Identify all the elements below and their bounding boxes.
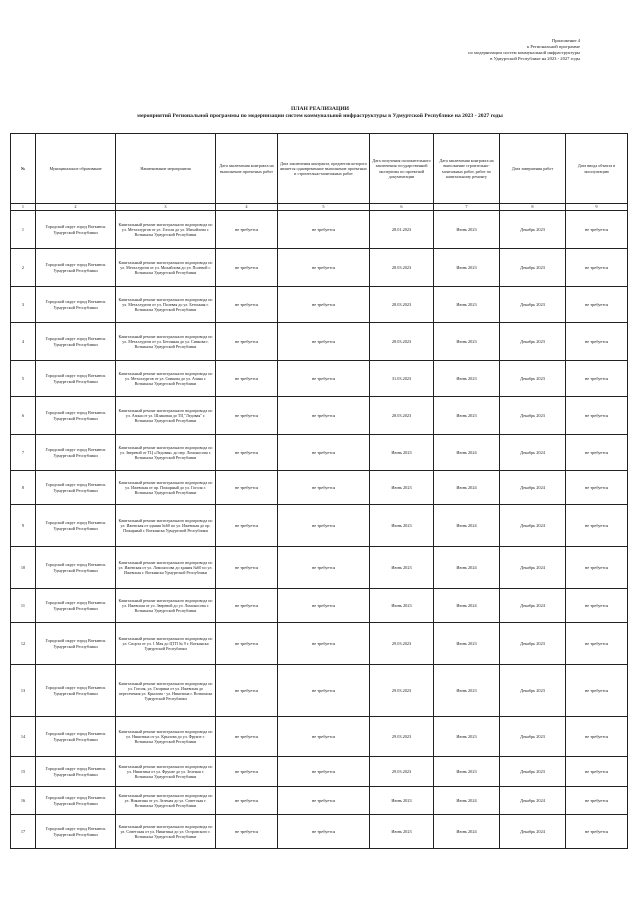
combined-contract-cell: не требуется: [278, 323, 370, 361]
row-number: 16: [11, 787, 36, 815]
combined-contract-cell: не требуется: [278, 287, 370, 323]
design-contract-cell: не требуется: [216, 717, 278, 757]
column-number: 2: [36, 204, 116, 211]
table-row: [11, 249, 628, 287]
header-cell: Дата заключения контракта, предметом которого является одновременное выполнение проектных и строительно-монтажных работ: [278, 134, 370, 204]
activity-cell: Капитальный ремонт магистрального водопровода по ул. Спорта от ул. 1 Мая до ЦТП № 9 г. Воткинска Удмуртской Республики: [116, 623, 216, 665]
design-contract-cell: не требуется: [216, 623, 278, 665]
commissioning-cell: не требуется: [566, 717, 628, 757]
municipality-cell: Городской округ город Воткинск Удмуртской Республики: [36, 361, 116, 397]
appendix-line: к Региональной программе: [527, 44, 580, 49]
header-cell: Наименование мероприятия: [116, 134, 216, 204]
table-row: [11, 547, 628, 589]
combined-contract-cell: не требуется: [278, 397, 370, 435]
construction-contract-cell: Июнь 2023: [434, 249, 500, 287]
commissioning-cell: не требуется: [566, 361, 628, 397]
completion-cell: Декабрь 2024: [500, 815, 566, 849]
commissioning-cell: не требуется: [566, 505, 628, 547]
appendix-line: по модернизации систем коммунальной инфраструктуры: [468, 50, 580, 55]
combined-contract-cell: не требуется: [278, 717, 370, 757]
expertise-cell: Июнь 2023: [370, 471, 434, 505]
construction-contract-cell: Июнь 2024: [434, 471, 500, 505]
design-contract-cell: не требуется: [216, 249, 278, 287]
activity-cell: Капитальный ремонт магистрального водопровода по ул. Металлургов от ул. Бетонная до ул. Сивкова г. Воткинска Удмуртской Республики: [116, 323, 216, 361]
design-contract-cell: не требуется: [216, 323, 278, 361]
header-cell: Дата получения положительного заключения государственной экспертизы по проектной документации: [370, 134, 434, 204]
completion-cell: Декабрь 2024: [500, 589, 566, 623]
commissioning-cell: не требуется: [566, 249, 628, 287]
municipality-cell: Городской округ город Воткинск Удмуртской Республики: [36, 435, 116, 471]
row-number: 12: [11, 623, 36, 665]
completion-cell: Декабрь 2023: [500, 211, 566, 249]
column-number: 8: [500, 204, 566, 211]
table-row: [11, 787, 628, 815]
table-row: [11, 757, 628, 787]
design-contract-cell: не требуется: [216, 471, 278, 505]
column-number: 7: [434, 204, 500, 211]
table-row: [11, 397, 628, 435]
column-number: 1: [11, 204, 36, 211]
appendix-line: Приложение 4: [551, 38, 580, 43]
row-number: 5: [11, 361, 36, 397]
expertise-cell: Июнь 2023: [370, 435, 434, 471]
expertise-cell: Июнь 2023: [370, 815, 434, 849]
commissioning-cell: не требуется: [566, 547, 628, 589]
combined-contract-cell: не требуется: [278, 815, 370, 849]
expertise-cell: Июнь 2023: [370, 505, 434, 547]
expertise-cell: 28.03.2023: [370, 397, 434, 435]
construction-contract-cell: Июнь 2023: [434, 361, 500, 397]
expertise-cell: 31.03.2023: [370, 361, 434, 397]
commissioning-cell: не требуется: [566, 397, 628, 435]
combined-contract-cell: не требуется: [278, 547, 370, 589]
activity-cell: Капитальный ремонт магистрального водопровода по ул. Никитина от ул. Крылова до ул. Фрунзе г. Воткинска Удмуртской Республики: [116, 717, 216, 757]
expertise-cell: 28.03.2023: [370, 287, 434, 323]
municipality-cell: Городской округ город Воткинск Удмуртской Республики: [36, 787, 116, 815]
expertise-cell: Июнь 2023: [370, 547, 434, 589]
construction-contract-cell: Июнь 2024: [434, 547, 500, 589]
municipality-cell: Городской округ город Воткинск Удмуртской Республики: [36, 717, 116, 757]
construction-contract-cell: Июнь 2024: [434, 505, 500, 547]
commissioning-cell: не требуется: [566, 471, 628, 505]
combined-contract-cell: не требуется: [278, 589, 370, 623]
row-number: 6: [11, 397, 36, 435]
commissioning-cell: не требуется: [566, 589, 628, 623]
combined-contract-cell: не требуется: [278, 787, 370, 815]
combined-contract-cell: не требуется: [278, 665, 370, 717]
row-number: 11: [11, 589, 36, 623]
table-row: [11, 287, 628, 323]
header-cell: Муниципальное образование: [36, 134, 116, 204]
municipality-cell: Городской округ город Воткинск Удмуртской Республики: [36, 589, 116, 623]
header-cell: №: [11, 134, 36, 204]
construction-contract-cell: Июнь 2023: [434, 717, 500, 757]
commissioning-cell: не требуется: [566, 815, 628, 849]
row-number: 2: [11, 249, 36, 287]
table-row: [11, 471, 628, 505]
completion-cell: Декабрь 2023: [500, 361, 566, 397]
design-contract-cell: не требуется: [216, 547, 278, 589]
combined-contract-cell: не требуется: [278, 361, 370, 397]
column-number-row: [11, 204, 628, 211]
row-number: 8: [11, 471, 36, 505]
construction-contract-cell: Июнь 2023: [434, 623, 500, 665]
table-row: [11, 623, 628, 665]
row-number: 3: [11, 287, 36, 323]
column-number: 6: [370, 204, 434, 211]
construction-contract-cell: Июнь 2024: [434, 435, 500, 471]
table-row: [11, 323, 628, 361]
expertise-cell: 29.03.2023: [370, 623, 434, 665]
row-number: 17: [11, 815, 36, 849]
appendix-line: в Удмуртской Республике на 2023 - 2027 годы: [490, 56, 580, 61]
activity-cell: Капитальный ремонт магистрального водопровода по ул. Металлургов от ул. Сивкова до ул. Азина г. Воткинска Удмуртской Республики: [116, 361, 216, 397]
construction-contract-cell: Июнь 2023: [434, 757, 500, 787]
municipality-cell: Городской округ город Воткинск Удмуртской Республики: [36, 665, 116, 717]
table-row: [11, 589, 628, 623]
combined-contract-cell: не требуется: [278, 211, 370, 249]
combined-contract-cell: не требуется: [278, 757, 370, 787]
combined-contract-cell: не требуется: [278, 471, 370, 505]
completion-cell: Декабрь 2023: [500, 397, 566, 435]
municipality-cell: Городской округ город Воткинск Удмуртской Республики: [36, 757, 116, 787]
commissioning-cell: не требуется: [566, 665, 628, 717]
activity-cell: Капитальный ремонт магистрального водопровода по ул. Ижевская от пр. Пожарный до ул. Гоголя г. Воткинска Удмуртской Республики: [116, 471, 216, 505]
table-row: [11, 665, 628, 717]
commissioning-cell: не требуется: [566, 211, 628, 249]
combined-contract-cell: не требуется: [278, 505, 370, 547]
table-row: [11, 717, 628, 757]
design-contract-cell: не требуется: [216, 505, 278, 547]
combined-contract-cell: не требуется: [278, 435, 370, 471]
activity-cell: Капитальный ремонт магистрального водопровода по ул. Никитина от ул. Зеленая до ул. Советская г. Воткинска Удмуртской Республики: [116, 787, 216, 815]
table-row: [11, 815, 628, 849]
municipality-cell: Городской округ город Воткинск Удмуртской Республики: [36, 505, 116, 547]
row-number: 4: [11, 323, 36, 361]
municipality-cell: Городской округ город Воткинск Удмуртской Республики: [36, 323, 116, 361]
row-number: 1: [11, 211, 36, 249]
activity-cell: Капитальный ремонт магистрального водопровода по ул. Ижевская от ул. Ломоносова до здания №60 по ул. Ижевская г. Воткинска Удмуртской Республики: [116, 547, 216, 589]
completion-cell: Декабрь 2023: [500, 249, 566, 287]
design-contract-cell: не требуется: [216, 589, 278, 623]
municipality-cell: Городской округ город Воткинск Удмуртской Республики: [36, 287, 116, 323]
expertise-cell: 28.01.2023: [370, 211, 434, 249]
completion-cell: Декабрь 2023: [500, 287, 566, 323]
completion-cell: Декабрь 2024: [500, 787, 566, 815]
column-number: 5: [278, 204, 370, 211]
construction-contract-cell: Июнь 2024: [434, 787, 500, 815]
construction-contract-cell: Июнь 2024: [434, 815, 500, 849]
expertise-cell: Июнь 2023: [370, 589, 434, 623]
row-number: 14: [11, 717, 36, 757]
column-number: 4: [216, 204, 278, 211]
commissioning-cell: не требуется: [566, 287, 628, 323]
municipality-cell: Городской округ город Воткинск Удмуртской Республики: [36, 249, 116, 287]
construction-contract-cell: Июнь 2023: [434, 665, 500, 717]
construction-contract-cell: Июнь 2023: [434, 397, 500, 435]
completion-cell: Декабрь 2024: [500, 547, 566, 589]
activity-cell: Капитальный ремонт магистрального водопровода по ул. Металлургов от ул. Полевая до ул. Бетонная г. Воткинска Удмуртской Республики: [116, 287, 216, 323]
design-contract-cell: не требуется: [216, 757, 278, 787]
commissioning-cell: не требуется: [566, 757, 628, 787]
construction-contract-cell: Июнь 2023: [434, 211, 500, 249]
header-cell: Дата ввода объекта в эксплуатацию: [566, 134, 628, 204]
completion-cell: Декабрь 2023: [500, 623, 566, 665]
activity-cell: Капитальный ремонт магистрального водопровода по ул. Ижевская от ул. Зверевой до ул. Ломоносова г. Воткинска Удмуртской Республики: [116, 589, 216, 623]
column-number: 9: [566, 204, 628, 211]
expertise-cell: 29.03.2023: [370, 717, 434, 757]
row-number: 13: [11, 665, 36, 717]
combined-contract-cell: не требуется: [278, 249, 370, 287]
title-heading: ПЛАН РЕАЛИЗАЦИИ: [290, 106, 350, 112]
table-row: [11, 361, 628, 397]
appendix-note: [380, 38, 580, 62]
document-title: [30, 106, 610, 120]
completion-cell: Декабрь 2024: [500, 435, 566, 471]
row-number: 7: [11, 435, 36, 471]
commissioning-cell: не требуется: [566, 435, 628, 471]
header-cell: Дата заключения контракта на выполнение проектных работ: [216, 134, 278, 204]
completion-cell: Декабрь 2023: [500, 323, 566, 361]
plan-table: [10, 133, 628, 849]
table-row: [11, 435, 628, 471]
header-cell: Дата заключения контракта на выполнение строительно-монтажных работ, работ по капитальному ремонту: [434, 134, 500, 204]
table-row: [11, 505, 628, 547]
construction-contract-cell: Июнь 2024: [434, 589, 500, 623]
completion-cell: Декабрь 2023: [500, 665, 566, 717]
design-contract-cell: не требуется: [216, 397, 278, 435]
activity-cell: Капитальный ремонт магистрального водопровода по ул. Советская от ул. Никитина до ул. Островского г. Воткинска Удмуртской Республики: [116, 815, 216, 849]
municipality-cell: Городской округ город Воткинск Удмуртской Республики: [36, 815, 116, 849]
expertise-cell: 29.03.2023: [370, 757, 434, 787]
column-number: 3: [116, 204, 216, 211]
activity-cell: Капитальный ремонт магистрального водопровода по ул. Ижевская от здания №60 по ул. Ижевская до пр. Пожарный г. Воткинска Удмуртской Республики: [116, 505, 216, 547]
activity-cell: Капитальный ремонт магистрального водопровода по ул. Азина от ул. Шлаковая до ТЦ "Ледовая" г. Воткинска Удмуртской Республики: [116, 397, 216, 435]
commissioning-cell: не требуется: [566, 787, 628, 815]
municipality-cell: Городской округ город Воткинск Удмуртской Республики: [36, 397, 116, 435]
expertise-cell: 28.03.2023: [370, 249, 434, 287]
row-number: 15: [11, 757, 36, 787]
expertise-cell: Июнь 2023: [370, 787, 434, 815]
plan-table-body: [11, 211, 628, 849]
construction-contract-cell: Июнь 2023: [434, 323, 500, 361]
design-contract-cell: не требуется: [216, 361, 278, 397]
design-contract-cell: не требуется: [216, 435, 278, 471]
activity-cell: Капитальный ремонт магистрального водопровода по ул. Металлургов от ул. Михайлова до ул. Полевой г. Воткинска Удмуртской Республики: [116, 249, 216, 287]
expertise-cell: 28.03.2023: [370, 323, 434, 361]
commissioning-cell: не требуется: [566, 623, 628, 665]
municipality-cell: Городской округ город Воткинск Удмуртской Республики: [36, 471, 116, 505]
design-contract-cell: не требуется: [216, 665, 278, 717]
row-number: 9: [11, 505, 36, 547]
municipality-cell: Городской округ город Воткинск Удмуртской Республики: [36, 211, 116, 249]
completion-cell: Декабрь 2024: [500, 471, 566, 505]
municipality-cell: Городской округ город Воткинск Удмуртской Республики: [36, 623, 116, 665]
row-number: 10: [11, 547, 36, 589]
design-contract-cell: не требуется: [216, 787, 278, 815]
expertise-cell: 29.03.2023: [370, 665, 434, 717]
activity-cell: Капитальный ремонт магистрального водопровода по ул. Гоголя, ул. Гагарина от ул. Ижевская до пересечения ул. Крылова - ул. Никитина г. Воткинска Удмуртской Республики: [116, 665, 216, 717]
activity-cell: Капитальный ремонт магистрального водопровода по ул. Никитина от ул. Фрунзе до ул. Зеленая г. Воткинска Удмуртской Республики: [116, 757, 216, 787]
activity-cell: Капитальный ремонт магистрального водопровода по ул. Металлургов от ул. Гоголя до ул. Михайлова г. Воткинска Удмуртской Республики: [116, 211, 216, 249]
design-contract-cell: не требуется: [216, 211, 278, 249]
combined-contract-cell: не требуется: [278, 623, 370, 665]
completion-cell: Декабрь 2023: [500, 757, 566, 787]
design-contract-cell: не требуется: [216, 815, 278, 849]
municipality-cell: Городской округ город Воткинск Удмуртской Республики: [36, 547, 116, 589]
completion-cell: Декабрь 2024: [500, 505, 566, 547]
header-cell: Дата завершения работ: [500, 134, 566, 204]
table-row: [11, 211, 628, 249]
completion-cell: Декабрь 2023: [500, 717, 566, 757]
title-subheading: мероприятий Региональной программы по модернизации систем коммунальной инфраструктуры в Удмуртской Республике на 2023 - 2027 годы: [137, 113, 503, 119]
activity-cell: Капитальный ремонт магистрального водопровода по ул. Зверевой от ТЦ «Ледовая» до пер. Ломоносова г. Воткинска Удмуртской Республики: [116, 435, 216, 471]
header-row: [11, 134, 628, 204]
design-contract-cell: не требуется: [216, 287, 278, 323]
commissioning-cell: не требуется: [566, 323, 628, 361]
construction-contract-cell: Июнь 2023: [434, 287, 500, 323]
